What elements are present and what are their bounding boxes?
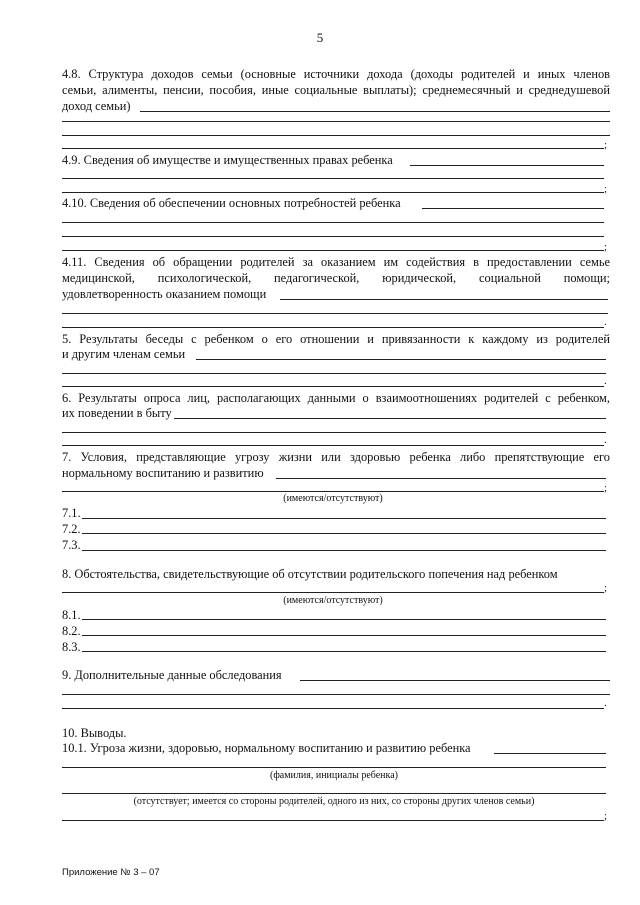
item-8-1-line[interactable] [82,619,606,620]
line-end-mark: ; [604,241,608,253]
item-7-2-label: 7.2. [62,522,81,536]
fill-line[interactable] [62,694,610,695]
fill-line[interactable] [62,708,604,709]
item-8-2-label: 8.2. [62,624,81,638]
line-end-mark: . [604,434,607,446]
item-7-3-line[interactable] [82,550,606,551]
fill-line[interactable] [62,386,604,387]
section-4-8-line1: 4.8. Структура доходов семьи (основные источники дохода (доходы родителей и иных членов [62,67,610,81]
fill-line[interactable] [62,445,604,446]
fill-line[interactable] [62,373,606,374]
line-end-mark: ; [604,183,608,195]
item-8-3-label: 8.3. [62,640,81,654]
fill-line[interactable] [62,793,606,794]
section-8-title: 8. Обстоятельства, свидетельствующие об отсутствии родительского попечения над ребенком [62,567,558,581]
fill-line[interactable] [62,250,604,251]
fill-line[interactable] [62,820,604,821]
fill-line[interactable] [62,432,606,433]
section-4-10-title: 4.10. Сведения об обеспечении основных потребностей ребенка [62,196,401,210]
fill-line[interactable] [62,327,604,328]
item-7-1-label: 7.1. [62,506,81,520]
section-4-9-title: 4.9. Сведения об имуществе и имущественных правах ребенка [62,153,393,167]
line-end-mark: . [604,316,607,328]
fill-line[interactable] [494,753,606,754]
item-7-2-line[interactable] [82,533,606,534]
section-4-8-line3: доход семьи) [62,99,131,113]
caption-present-absent: (имеются/отсутствуют) [283,595,383,606]
section-4-11-line3: удовлетворенность оказанием помощи [62,287,267,301]
section-7-line1: 7. Условия, представляющие угрозу жизни или здоровью ребенка либо препятствующие его [62,450,610,464]
section-4-11-line2: медицинской, психологической, педагогической, юридической, социальной помощи; [62,271,610,285]
line-end-mark: . [604,375,607,387]
line-end-mark: . [604,697,607,709]
fill-line[interactable] [62,592,604,593]
fill-line[interactable] [196,359,606,360]
fill-line[interactable] [422,208,604,209]
fill-line[interactable] [62,236,604,237]
fill-line[interactable] [280,299,608,300]
fill-line[interactable] [62,491,604,492]
footer-appendix-label: Приложение № 3 – 07 [62,867,160,878]
fill-line[interactable] [62,121,610,122]
fill-line[interactable] [174,418,606,419]
fill-line[interactable] [62,313,608,314]
page-number: 5 [316,30,324,45]
section-4-8-line2: семьи, алименты, пенсии, пособия, иные социальные выплаты); среднемесячный и среднедушевой [62,83,610,97]
section-9-title: 9. Дополнительные данные обследования [62,668,282,682]
fill-line[interactable] [276,478,606,479]
fill-line[interactable] [62,192,604,193]
fill-line[interactable] [62,767,606,768]
item-7-3-label: 7.3. [62,538,81,552]
fill-line[interactable] [62,222,604,223]
fill-line[interactable] [140,111,610,112]
caption-threat-source: (отсутствует; имеется со стороны родителей, одного из них, со стороны других членов семьи) [133,796,535,807]
caption-child-name: (фамилия, инициалы ребенка) [269,770,399,781]
item-8-1-label: 8.1. [62,608,81,622]
section-7-line2: нормальному воспитанию и развитию [62,466,264,480]
section-10-1-title: 10.1. Угроза жизни, здоровью, нормальному воспитанию и развитию ребенка [62,741,471,755]
caption-present-absent: (имеются/отсутствуют) [283,493,383,504]
section-5-line2: и другим членам семьи [62,347,186,361]
fill-line[interactable] [300,680,610,681]
line-end-mark: ; [604,582,608,594]
item-8-2-line[interactable] [82,635,606,636]
section-10-title: 10. Выводы. [62,726,127,740]
item-8-3-line[interactable] [82,651,606,652]
section-4-11-line1: 4.11. Сведения об обращении родителей за оказанием им содействия в предоставлении семье [62,255,610,269]
fill-line[interactable] [410,165,604,166]
line-end-mark: ; [604,139,608,151]
line-end-mark: ; [604,810,608,822]
fill-line[interactable] [62,148,604,149]
item-7-1-line[interactable] [82,518,606,519]
fill-line[interactable] [62,178,604,179]
fill-line[interactable] [62,135,610,136]
section-6-line1: 6. Результаты опроса лиц, располагающих данными о взаимоотношениях родителей с ребенком, [62,391,610,405]
section-5-line1: 5. Результаты беседы с ребенком о его отношении и привязанности к каждому из родителей [62,332,610,346]
section-6-line2: их поведении в быту [62,406,172,420]
line-end-mark: ; [604,482,608,494]
